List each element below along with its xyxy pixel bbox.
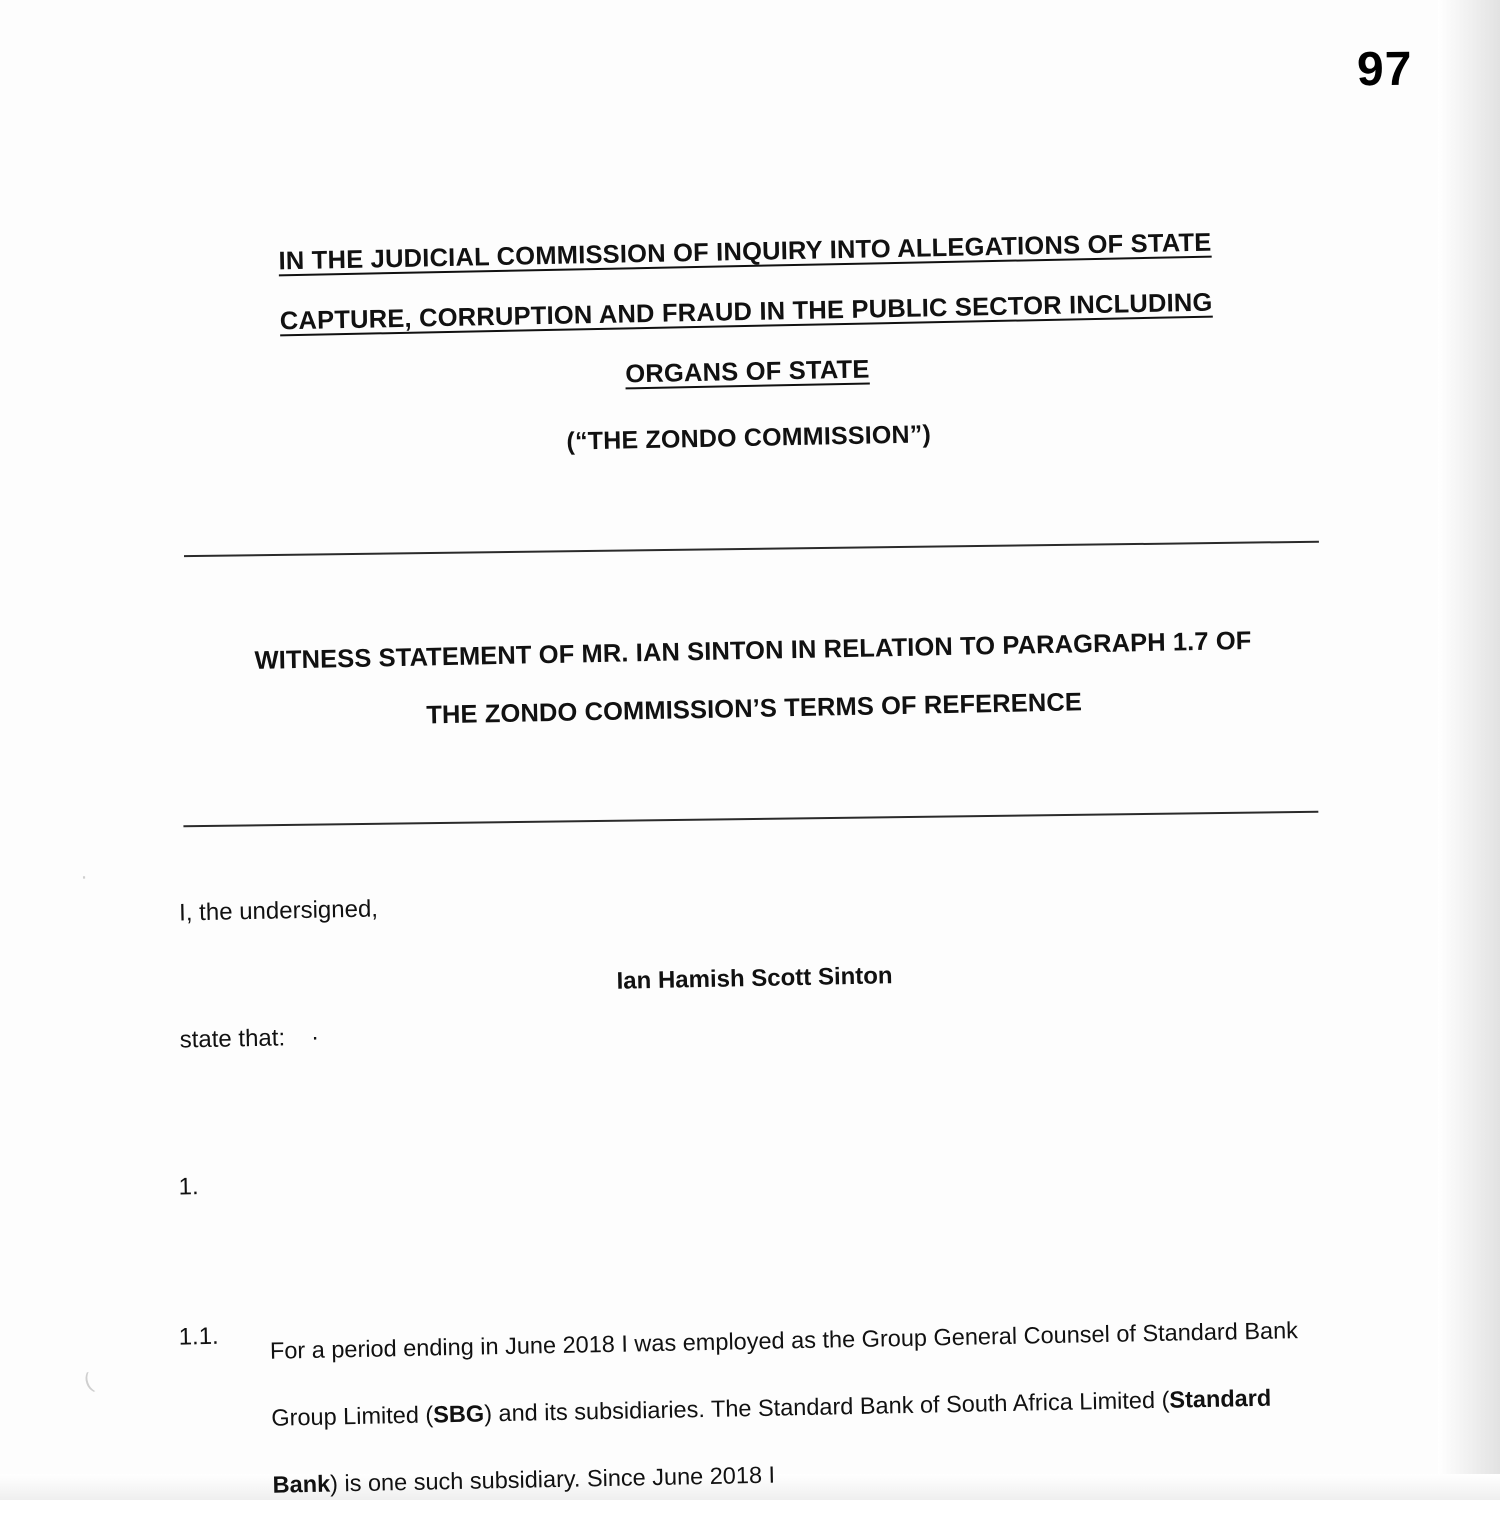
- clause-body-1-1: [269, 1297, 1328, 1519]
- commission-heading-line-1: IN THE JUDICIAL COMMISSION OF INQUIRY INTO ALLEGATIONS OF STATE: [278, 228, 1212, 276]
- statement-title-line-1: WITNESS STATEMENT OF MR. IAN SINTON IN RELATION TO PARAGRAPH 1.7 OF: [254, 626, 1252, 675]
- state-that-row: [179, 1024, 319, 1055]
- horizontal-rule-bottom: [183, 811, 1318, 827]
- clause-number-1: 1.: [178, 1173, 199, 1201]
- state-that-label: state that:: [179, 1024, 286, 1054]
- scan-artifact-mark-2: ·: [80, 863, 88, 889]
- statement-title-line-2: THE ZONDO COMMISSION’S TERMS OF REFERENCE: [426, 688, 1083, 730]
- clause-text-run: For a period ending in June 2018 I was employed as the Group General Counsel of Standard Bank Group Limited (: [269, 1317, 1299, 1431]
- scan-artifact-mark-1: (: [80, 1367, 96, 1394]
- clause-defined-term: SBG: [432, 1400, 485, 1428]
- statement-title: [188, 611, 1320, 750]
- clause-number-1-1: 1.1.: [178, 1322, 219, 1351]
- stray-mark: ·: [310, 1023, 320, 1051]
- deponent-name: Ian Hamish Scott Sinton: [616, 962, 893, 995]
- commission-heading: [180, 211, 1314, 465]
- horizontal-rule-top: [184, 541, 1319, 557]
- clause-text-run: ) and its subsidiaries. The Standard Bank of South Africa Limited (: [483, 1386, 1170, 1427]
- page-right-edge-shading: [1438, 0, 1500, 1500]
- clause-defined-term: Standard Bank: [272, 1384, 1272, 1498]
- commission-short-name: (“THE ZONDO COMMISSION”): [566, 420, 932, 456]
- clause-text-run: ) is one such subsidiary. Since June 2018 I: [329, 1461, 776, 1497]
- page-number: 97: [1356, 42, 1413, 97]
- commission-heading-line-3: ORGANS OF STATE: [624, 355, 870, 389]
- commission-heading-line-2: CAPTURE, CORRUPTION AND FRAUD IN THE PUBLIC SECTOR INCLUDING: [279, 288, 1213, 336]
- undersigned-label: I, the undersigned,: [178, 895, 379, 927]
